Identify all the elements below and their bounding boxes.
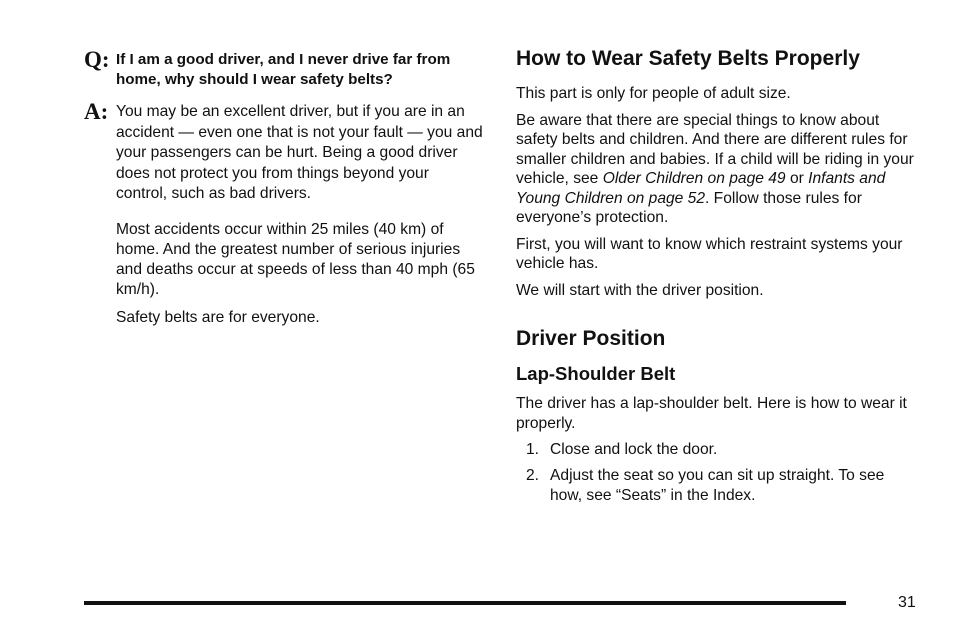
- list-item: [516, 466, 916, 506]
- heading-driver-position: Driver Position: [516, 327, 666, 350]
- children-paragraph: [516, 111, 916, 228]
- question-text: If I am a good driver, and I never drive far from home, why should I wear safety belts?: [116, 51, 451, 88]
- right-column: [516, 46, 916, 512]
- step-text: Adjust the seat so you can sit up straight. To see how, see “Seats” in the Index.: [550, 467, 885, 504]
- a-mark: A:: [84, 99, 109, 124]
- q-mark: Q:: [84, 47, 110, 72]
- children-text-b: . Follow those rules for everyone’s protection.: [516, 189, 862, 226]
- step-number: 2.: [526, 467, 540, 484]
- accident-paragraph: Most accidents occur within 25 miles (40 km) of home. And the greatest number of serious injuries and deaths occur at speeds of less than 40 mph (65 km/h).: [116, 220, 475, 298]
- link-older-children[interactable]: Older Children on page 49: [602, 170, 786, 187]
- step-number: 1.: [526, 441, 540, 458]
- restraint-systems-paragraph: First, you will want to know which restraint systems your vehicle has.: [516, 235, 903, 272]
- lap-shoulder-paragraph: The driver has a lap-shoulder belt. Here is how to wear it properly.: [516, 395, 907, 432]
- left-column: [84, 47, 484, 328]
- driver-position-intro: We will start with the driver position.: [516, 281, 764, 299]
- heading-lap-shoulder-belt: Lap-Shoulder Belt: [516, 363, 676, 384]
- heading-wear-belts: How to Wear Safety Belts Properly: [516, 47, 860, 70]
- children-text-or: or: [785, 170, 809, 187]
- answer-text: You may be an excellent driver, but if you are in an accident — even one that is not your fault — you and your passengers can be hurt. Being a good driver does not protect you from things beyond your control, such as bad drivers.: [116, 103, 483, 202]
- step-text: Close and lock the door.: [550, 441, 718, 458]
- everyone-paragraph: Safety belts are for everyone.: [116, 308, 320, 326]
- list-item: [516, 440, 916, 460]
- page-number: 31: [898, 594, 916, 611]
- question-block: [84, 47, 484, 90]
- footer-rule: [84, 601, 846, 605]
- adult-size-paragraph: This part is only for people of adult size.: [516, 85, 791, 102]
- answer-block: [84, 99, 484, 205]
- link-infants-young-children[interactable]: Infants and Young Children on page 52: [516, 170, 886, 207]
- steps-list: [516, 440, 916, 506]
- children-text-a: Be aware that there are special things to know about safety belts and children. And there are different rules for smaller children and babies. If a child will be riding in your vehicle, see: [516, 111, 914, 187]
